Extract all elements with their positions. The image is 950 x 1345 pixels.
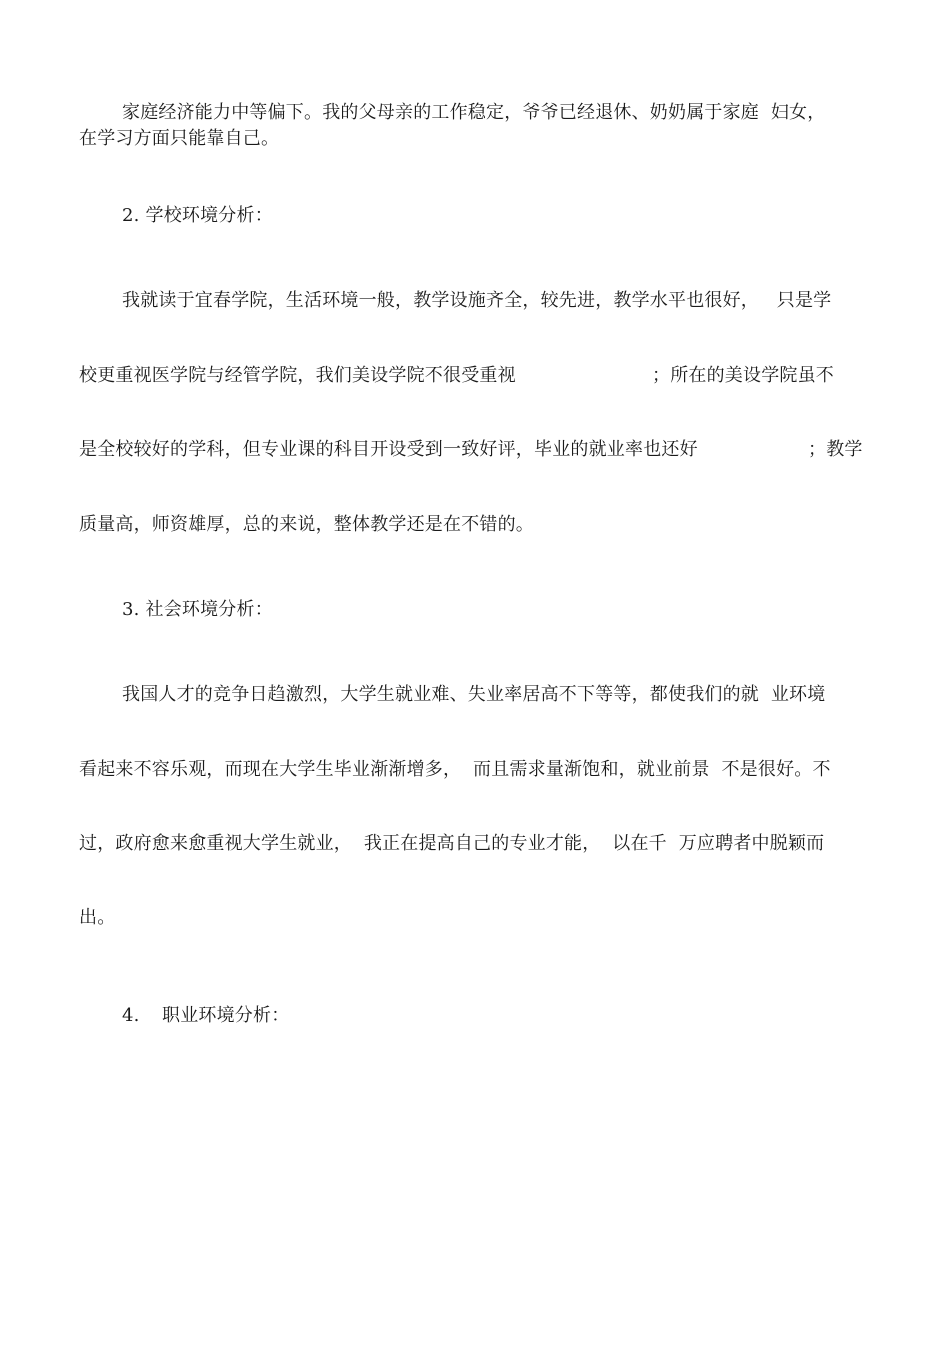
school-paragraph-line-3: 是全校较好的学科，但专业课的科目开设受到一致好评，毕业的就业率也还好 — [79, 439, 698, 460]
family-paragraph-line-2: 在学习方面只能靠自己。 — [79, 128, 280, 149]
career-section-heading: 职业环境分析： — [162, 1005, 290, 1026]
school-paragraph-line-1: 我就读于宜春学院，生活环境一般，教学设施齐全，较先进，教学水平也很好， 只是学 — [122, 290, 832, 311]
society-paragraph-line-3: 过，政府愈来愈重视大学生就业， 我正在提高自己的专业才能， 以在千 万应聘者中脱颖而 — [79, 833, 825, 854]
society-paragraph-line-4: 出。 — [79, 907, 116, 928]
school-section-heading: 2. 学校环境分析： — [122, 205, 273, 226]
school-paragraph-line-3-tail: ；教学 — [808, 439, 863, 460]
society-section-heading: 3. 社会环境分析： — [122, 599, 273, 620]
society-paragraph-line-2: 看起来不容乐观，而现在大学生毕业渐渐增多， 而且需求量渐饱和，就业前景 不是很好。不 — [79, 759, 831, 780]
career-section-heading-number: 4. — [122, 1005, 140, 1026]
society-paragraph-line-1: 我国人才的竞争日趋激烈，大学生就业难、失业率居高不下等等，都使我们的就 业环境 — [122, 684, 826, 705]
school-paragraph-line-2-tail: ；所在的美设学院虽不 — [652, 365, 834, 386]
school-paragraph-line-4: 质量高，师资雄厚，总的来说，整体教学还是在不错的。 — [79, 514, 534, 535]
family-paragraph-line-1: 家庭经济能力中等偏下。我的父母亲的工作稳定，爷爷已经退休、奶奶属于家庭 妇女， — [122, 102, 826, 123]
school-paragraph-line-2: 校更重视医学院与经管学院，我们美设学院不很受重视 — [79, 365, 516, 386]
